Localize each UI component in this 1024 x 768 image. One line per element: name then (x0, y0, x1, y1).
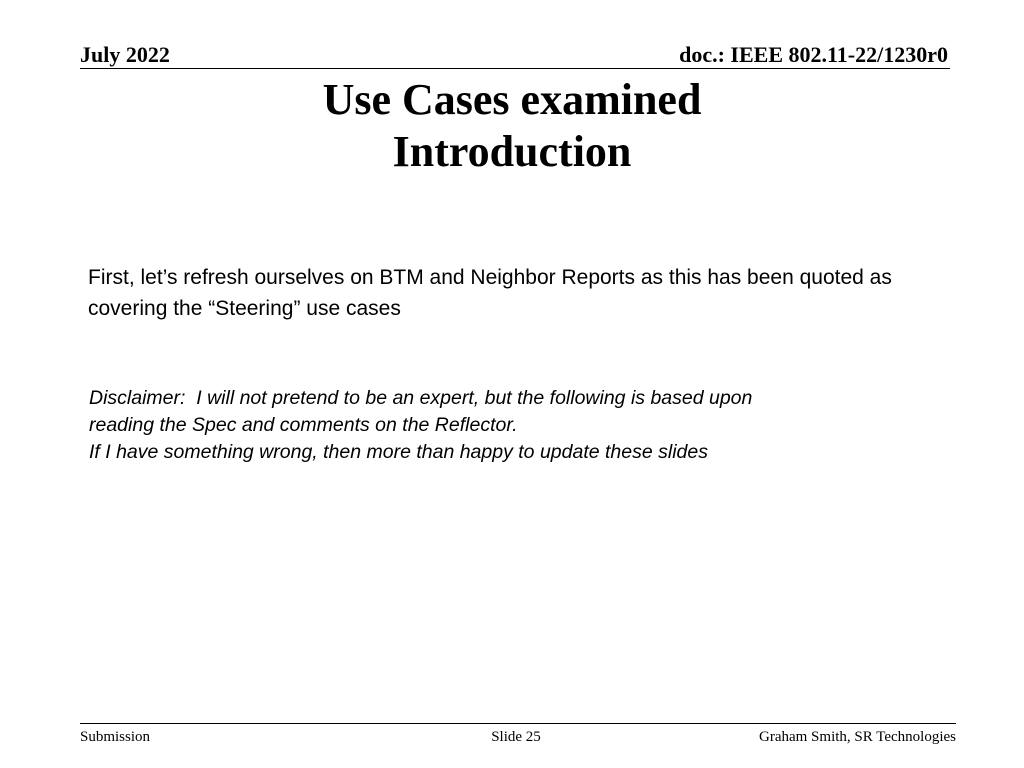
body-paragraph: First, let’s refresh ourselves on BTM and Neighbor Reports as this has been quoted as covering the “Steering” use cases (88, 266, 892, 320)
header-divider (80, 68, 950, 69)
disclaimer-block (89, 385, 949, 466)
footer-submission: Submission (80, 729, 151, 745)
footer-divider (80, 723, 956, 724)
disclaimer-line-3: If I have something wrong, then more than happy to update these slides (89, 441, 708, 463)
title-line-1: Use Cases examined (322, 75, 702, 124)
header-date: July 2022 (80, 42, 170, 67)
disclaimer-line-2: reading the Spec and comments on the Reflector. (89, 414, 518, 436)
title-line-2: Introduction (392, 127, 632, 176)
slide-title (0, 74, 1024, 178)
footer-slide-number: Slide 25 (491, 729, 541, 745)
disclaimer-line-1: Disclaimer: I will not pretend to be an expert, but the following is based upon (89, 387, 753, 409)
footer-author: Graham Smith, SR Technologies (759, 729, 956, 745)
header-doc-id: doc.: IEEE 802.11-22/1230r0 (679, 42, 948, 67)
